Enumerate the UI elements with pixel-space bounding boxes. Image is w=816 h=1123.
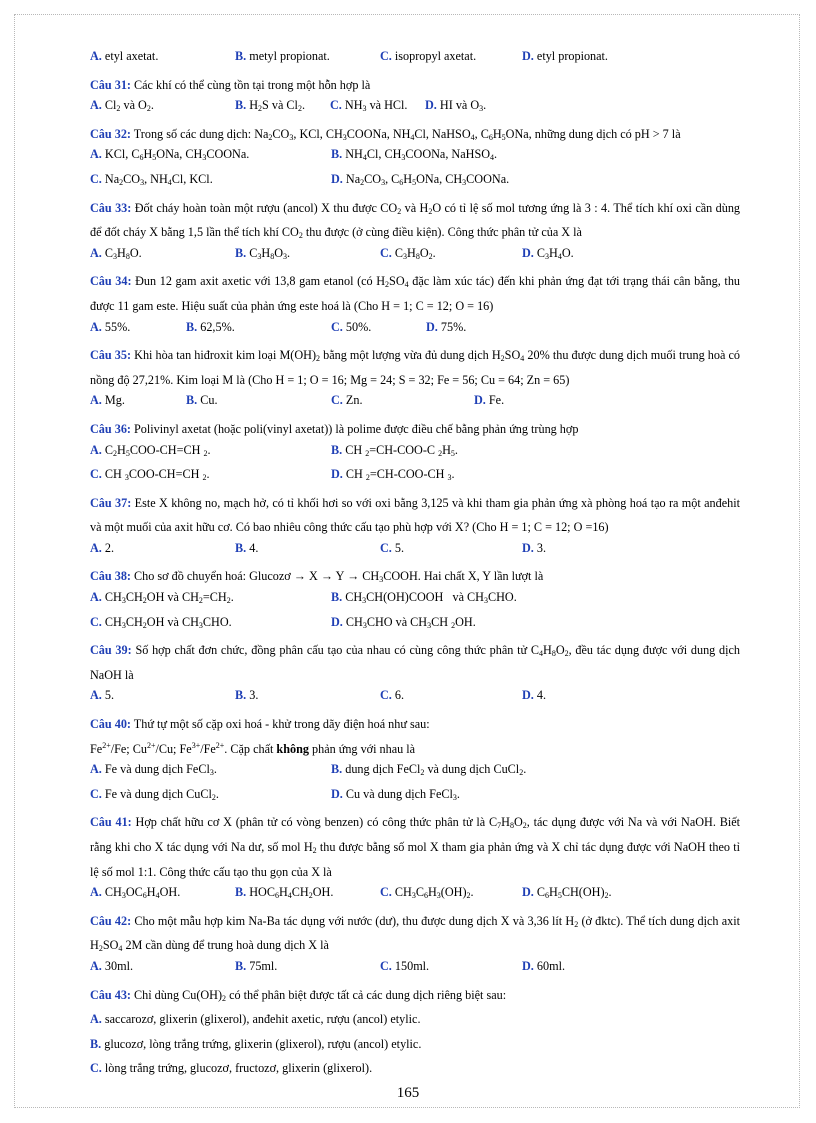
option-d: D. Fe. [474, 393, 505, 408]
option-b: B. $CH_3CH(OH)COOH$ và $CH_3CHO$. [331, 590, 517, 606]
q43-option-b: B. glucozơ, lòng trắng trứng, glixerin (glixerol), rượu (ancol) etylic. [90, 1036, 422, 1051]
q36-options-ab [90, 442, 740, 467]
q43-option-a: A. saccarozơ, glixerin (glixerol), anđehit axetic, rượu (ancol) etylic. [90, 1012, 421, 1027]
q37-options [90, 540, 740, 565]
option-d: D. $Na_2CO_3$, $C_6H_5ONa$, $CH_3COONa$. [331, 171, 510, 187]
option-c: C. 6. [380, 688, 405, 703]
question-31: Câu 31: Các khí có thể cùng tồn tại trong một hỗn hợp là [90, 77, 371, 92]
option-b: B. 3. [235, 688, 259, 703]
question-42: Câu 42: Cho một mẫu hợp kim Na-Ba tác dụng với nước (dư), thu được dung dịch X và 3,36 lít $H_2$ (ở đktc). Thể tích dung dịch axit $H_2SO_4$ 2M cần dùng để trung hoà dung dịch X là [90, 913, 740, 954]
option-d: D. etyl propionat. [522, 49, 608, 63]
option-b: B. 62,5%. [186, 319, 235, 334]
q30-options [90, 48, 740, 73]
option-c: C. 50%. [331, 319, 372, 334]
q32-options-cd [90, 171, 740, 196]
option-a: A. 55%. [90, 319, 131, 334]
option-d: D. $C_6H_5CH(OH)_2$. [522, 885, 612, 901]
option-b: B. dung dịch FeCl$_2$ và dung dịch CuCl$_2$. [331, 762, 527, 778]
q38-options-ab [90, 589, 740, 614]
question-43: Câu 43: Chỉ dùng $Cu(OH)_2$ có thể phân biệt được tất cả các dung dịch riêng biệt sau: [90, 987, 507, 1003]
option-b: B. 4. [235, 540, 259, 555]
option-a: A. 30ml. [90, 958, 134, 973]
question-33: Câu 33: Đốt cháy hoàn toàn một rượu (ancol) X thu được $CO_2$ và $H_2O$ có tỉ lệ số mol tương ứng là 3 : 4. Thể tích khí oxi cần dùng để đốt cháy X bằng 1,5 lần thể tích khí $CO_2$ thu được (ở cùng điều kiện). Công thức phân tử của X là [90, 200, 741, 241]
option-c: C. CH $_3$COO-CH=CH $_2$. [90, 467, 210, 483]
q40-options-cd [90, 786, 740, 811]
q41-options [90, 884, 740, 909]
option-a: A. KCl, $C_6H_5ONa$, $CH_3COONa$. [90, 147, 250, 163]
question-39: Câu 39: Số hợp chất đơn chức, đồng phân cấu tạo của nhau có cùng công thức phân tử $C_4H_8O_2$, đều tác dụng được với dung dịch NaOH là [90, 643, 740, 682]
option-c: C. $Na_2CO_3$, $NH_4Cl$, KCl. [90, 171, 213, 187]
q32-options-ab [90, 146, 740, 171]
q33-options [90, 245, 740, 270]
option-a: A. 2. [90, 540, 115, 555]
option-b: B. Cu. [186, 393, 218, 408]
q39-options [90, 687, 740, 712]
option-b: B. metyl propionat. [235, 49, 330, 63]
option-b: B. $H_2S$ và $Cl_2$. [235, 98, 305, 114]
option-d: D. 60ml. [522, 958, 566, 973]
option-d: D. 4. [522, 688, 547, 703]
option-d: D. 75%. [426, 319, 467, 334]
option-c: C. $CH_3C_6H_3(OH)_2$. [380, 885, 474, 901]
option-c: C. Zn. [331, 393, 363, 408]
question-32: Câu 32: Trong số các dung dịch: $Na_2CO_3$, KCl, $CH_3COONa$, $NH_4Cl$, NaHSO$_4$, $C_6H_5ONa$, những dung dịch có pH > 7 là [90, 126, 681, 142]
page-number: 165 [396, 1085, 420, 1101]
question-36: Câu 36: Polivinyl axetat (hoặc poli(vinyl axetat)) là polime được điều chế bằng phản ứng trùng hợp [90, 421, 579, 436]
option-a: A. $CH_3CH_2OH$ và $CH_2=CH_2$. [90, 590, 234, 606]
option-c: C. $NH_3$ và HCl. [330, 98, 408, 114]
q34-options [90, 319, 740, 344]
option-a: A. $CH_3OC_6H_4OH$. [90, 885, 181, 901]
q38-options-cd [90, 614, 740, 639]
option-a: A. Fe và dung dịch FeCl$_3$. [90, 762, 217, 778]
option-c: C. isopropyl axetat. [380, 49, 477, 63]
question-40: Câu 40: Thứ tự một số cặp oxi hoá - khử trong dãy điện hoá như sau: [90, 717, 430, 732]
option-d: D. HI và $O_3$. [425, 98, 487, 114]
option-a: A. 5. [90, 688, 115, 703]
option-b: B. $C_3H_8O_3$. [235, 245, 291, 261]
q43-option-c: C. lòng trắng trứng, glucozơ, fructozơ, glixerin (glixerol). [90, 1061, 373, 1076]
option-d: D. Cu và dung dịch FeCl$_3$. [331, 786, 460, 802]
option-d: D. $C_3H_4O$. [522, 245, 574, 261]
option-b: B. $HOC_6H_4CH_2OH$. [235, 885, 334, 901]
option-a: A. $C_3H_8O$. [90, 245, 142, 261]
option-a: A. $C_2H_5COO-CH=CH$ $_2$. [90, 442, 211, 458]
option-d: D. $CH_3CHO$ và $CH_3CH$ $_2$OH. [331, 614, 476, 630]
option-d: D. CH $_2$=CH-COO-CH $_3$. [331, 467, 455, 483]
question-37: Câu 37: Este X không no, mạch hở, có tỉ khối hơi so với oxi bằng 3,125 và khi tham gia phản ứng xà phòng hoá tạo ra một anđehit và một muối của axit hữu cơ. Có bao nhiêu công thức cấu tạo phù hợp với X? (Cho H = 1; C = 12; O =16) [90, 495, 741, 535]
option-c: C. 150ml. [380, 958, 430, 973]
option-b: B. CH $_2$=CH-COO-C $_2H_5$. [331, 442, 458, 458]
question-35: Câu 35: Khi hòa tan hiđroxit kim loại $M(OH)_2$ bằng một lượng vừa đủ dung dịch $H_2SO_4$ 20% thu được dung dịch muối trung hoà có nồng độ 27,21%. Kim loại M là (Cho H = 1; O = 16; Mg = 24; S = 32; Fe = 56; Cu = 64; Zn = 65) [90, 348, 741, 387]
q40-options-ab [90, 761, 740, 786]
q31-options [90, 97, 740, 122]
exam-page [90, 48, 740, 1081]
question-40-pairs: $Fe^{2+}/Fe$; $Cu^{2+}/Cu$; $Fe^{3+}/Fe^{2+}$. Cặp chất không phản ứng với nhau là [90, 740, 416, 756]
option-c: C. Fe và dung dịch CuCl$_2$. [90, 786, 219, 802]
option-b: B. 75ml. [235, 958, 278, 973]
q36-options-cd [90, 466, 740, 491]
q35-options [90, 392, 740, 417]
option-a: A. $Cl_2$ và $O_2$. [90, 98, 154, 114]
question-34: Câu 34: Đun 12 gam axit axetic với 13,8 gam etanol (có $H_2SO_4$ đặc làm xúc tác) đến khi phản ứng đạt tới trạng thái cân bằng, thu được 11 gam este. Hiệu suất của phản ứng este hoá là (Cho H = 1; C = 12; O = 16) [90, 274, 740, 313]
question-41: Câu 41: Hợp chất hữu cơ X (phân tử có vòng benzen) có công thức phân tử là $C_7H_8O_2$, tác dụng được với Na và với NaOH. Biết rằng khi cho X tác dụng với Na dư, số mol $H_2$ thu được bằng số mol X tham gia phản ứng và X chỉ tác dụng được với NaOH theo tỉ lệ số mol 1:1. Công thức cấu tạo thu gọn của X là [90, 815, 741, 879]
option-c: C. $C_3H_8O_2$. [380, 245, 436, 261]
option-c: C. 5. [380, 540, 405, 555]
q42-options [90, 958, 740, 983]
option-d: D. 3. [522, 540, 547, 555]
question-38: Câu 38: Cho sơ đồ chuyển hoá: Glucozơ → $X \to Y \to CH_3COOH$. Hai chất X, Y lần lượt là [90, 569, 544, 585]
option-c: C. $CH_3CH_2OH$ và $CH_3CHO$. [90, 614, 232, 630]
option-a: A. Mg. [90, 393, 125, 408]
option-b: B. $NH_4Cl$, $CH_3COONa$, NaHSO$_4$. [331, 147, 498, 163]
option-a: A. etyl axetat. [90, 49, 159, 63]
